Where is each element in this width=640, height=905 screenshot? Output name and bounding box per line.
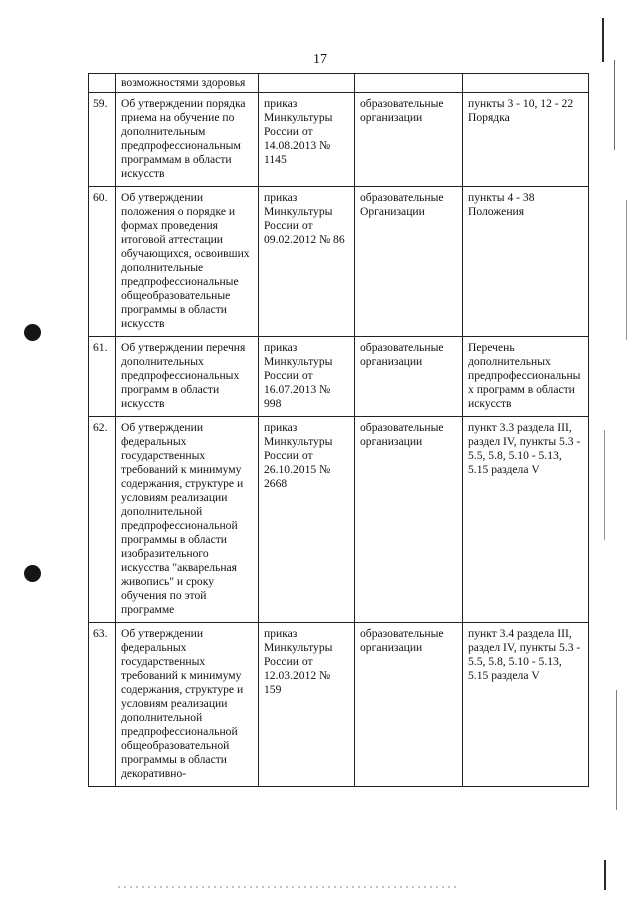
punch-hole-bottom — [24, 565, 41, 582]
punch-hole-top — [24, 324, 41, 341]
act-reference: приказ Минкультуры России от 16.07.2013 № 998 — [259, 337, 355, 417]
act-title: Об утверждении перечня дополнительных предпрофессиональных программ в области искусств — [116, 337, 259, 417]
row-number: 59. — [89, 93, 116, 187]
act-reference: приказ Минкультуры России от 14.08.2013 № 1145 — [259, 93, 355, 187]
subject-of-regulation — [355, 74, 463, 93]
row-number: 63. — [89, 623, 116, 787]
scan-bottom-noise — [118, 886, 458, 888]
applicable-provisions: Перечень дополнительных предпрофессиональных программ в области искусств — [463, 337, 589, 417]
act-reference: приказ Минкультуры России от 12.03.2012 № 159 — [259, 623, 355, 787]
subject-of-regulation: образовательные организации — [355, 623, 463, 787]
scan-edge-mark — [604, 430, 605, 540]
act-reference: приказ Минкультуры России от 09.02.2012 № 86 — [259, 187, 355, 337]
act-title: возможностями здоровья — [116, 74, 259, 93]
act-title: Об утверждении положения о порядке и формах проведения итоговой аттестации обучающихся, освоивших дополнительные предпрофессиональные общеобразовательные программы в области искусств — [116, 187, 259, 337]
applicable-provisions: пункты 3 - 10, 12 - 22 Порядка — [463, 93, 589, 187]
table-row — [89, 417, 589, 623]
subject-of-regulation: образовательные организации — [355, 93, 463, 187]
subject-of-regulation: образовательные организации — [355, 337, 463, 417]
table-row — [89, 187, 589, 337]
scan-edge-mark — [604, 860, 606, 890]
scan-edge-mark — [614, 60, 615, 150]
table-row — [89, 93, 589, 187]
act-title: Об утверждении федеральных государственных требований к минимуму содержания, структуре и условиям реализации дополнительной предпрофессиональной общеобразовательной программы в области декоративно- — [116, 623, 259, 787]
subject-of-regulation: образовательные Организации — [355, 187, 463, 337]
act-reference: приказ Минкультуры России от 26.10.2015 № 2668 — [259, 417, 355, 623]
applicable-provisions — [463, 74, 589, 93]
applicable-provisions: пункт 3.3 раздела III, раздел IV, пункты 5.3 - 5.5, 5.8, 5.10 - 5.13, 5.15 раздела V — [463, 417, 589, 623]
row-number: 61. — [89, 337, 116, 417]
act-reference — [259, 74, 355, 93]
table-row — [89, 337, 589, 417]
row-number: 62. — [89, 417, 116, 623]
scan-edge-mark — [616, 690, 617, 810]
applicable-provisions: пункты 4 - 38 Положения — [463, 187, 589, 337]
act-title: Об утверждении федеральных государственных требований к минимуму содержания, структуре и условиям реализации дополнительной предпрофессиональной программы в области изобразительного искусства "акварельная живопись" и сроку обучения по этой программе — [116, 417, 259, 623]
scan-edge-mark — [602, 18, 604, 62]
regulations-table — [88, 73, 589, 787]
applicable-provisions: пункт 3.4 раздела III, раздел IV, пункты 5.3 - 5.5, 5.8, 5.10 - 5.13, 5.15 раздела V — [463, 623, 589, 787]
act-title: Об утверждении порядка приема на обучение по дополнительным предпрофессиональным программам в области искусств — [116, 93, 259, 187]
row-number — [89, 74, 116, 93]
row-number: 60. — [89, 187, 116, 337]
subject-of-regulation: образовательные организации — [355, 417, 463, 623]
page-number: 17 — [313, 52, 327, 67]
table-row — [89, 623, 589, 787]
table-row — [89, 74, 589, 93]
scan-edge-mark — [626, 200, 627, 340]
